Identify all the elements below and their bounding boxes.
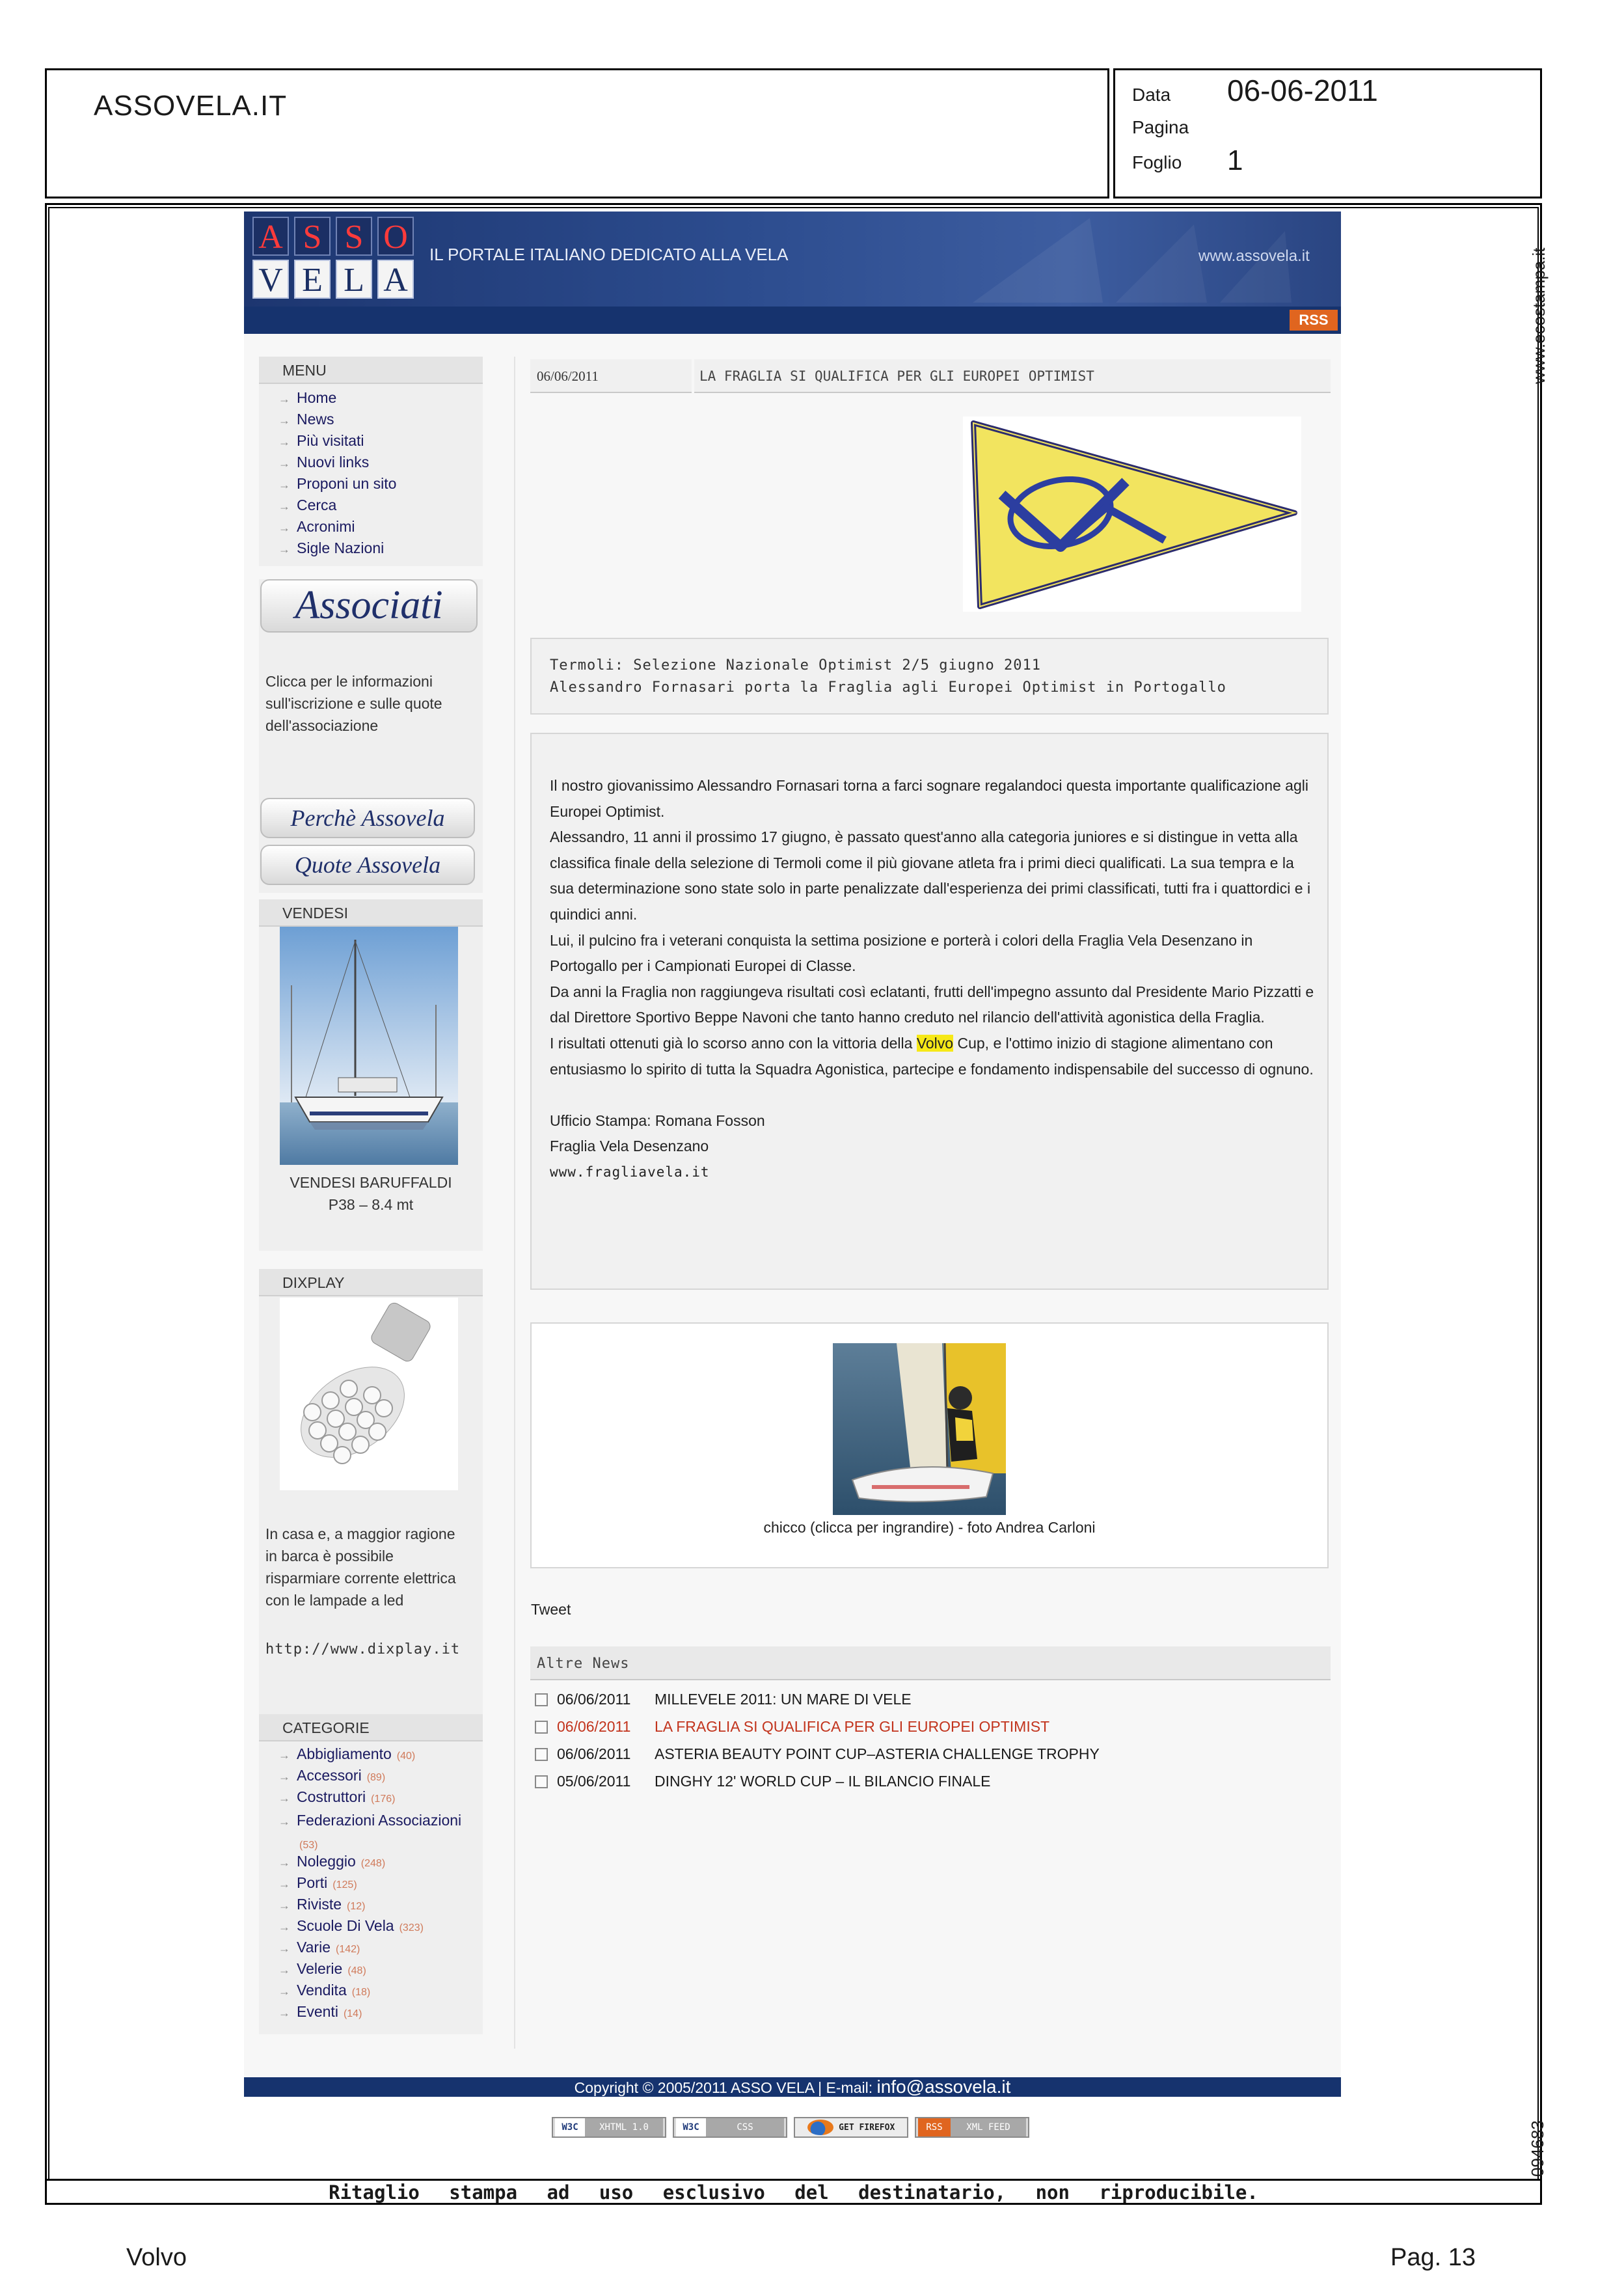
ecostampa-vertical [1516,221,1549,390]
news-date: 06/06/2011 [557,1718,631,1735]
category-item[interactable] [278,1960,366,1978]
clipping-code-vertical [1516,2102,1549,2180]
site-copyright-bar [244,2077,1341,2097]
site-domain: www.assovela.it [1198,247,1310,265]
category-count: (125) [332,1879,357,1890]
dixplay-title: DIXPLAY [282,1274,345,1291]
data-label: Data [1132,85,1171,105]
associati-text [265,670,442,737]
optimist-sailing-photo[interactable] [833,1343,1006,1515]
category-name: Federazioni Associazioni [297,1812,462,1829]
clipping-disclaimer: Ritaglio stampa ad uso esclusivo del destinatario, non riproducibile. [45,2179,1542,2205]
footer-keyword: Volvo [126,2244,187,2271]
category-count: (18) [351,1987,371,1998]
site-tagline: IL PORTALE ITALIANO DEDICATO ALLA VELA [429,245,789,264]
article-date: 06/06/2011 [537,368,599,384]
badge-w3c: W3C [555,2118,585,2136]
dixplay-header [259,1269,483,1296]
category-item[interactable] [278,1939,360,1956]
dixplay-link[interactable]: http://www.dixplay.it [265,1641,461,1658]
category-count: (248) [360,1858,386,1869]
badge-label: XHTML 1.0 [585,2118,663,2136]
menu-item-label: Home [297,389,337,406]
calendar-icon [535,1721,548,1734]
menu-item-cerca[interactable] [278,497,336,514]
news-title: MILLEVELE 2011: UN MARE DI VELE [655,1691,912,1708]
publication-name: ASSOVELA.IT [94,90,288,122]
category-item[interactable] [278,1896,365,1913]
badge-label: CSS [706,2118,784,2136]
category-count: (142) [336,1944,360,1955]
menu-item-home[interactable] [278,389,336,407]
associati-text-line: Clicca per le informazioni [265,673,433,690]
arrow-icon: → [278,435,290,448]
category-item[interactable] [278,1788,395,1806]
arrow-icon: → [278,1877,290,1890]
badge-label: XML FEED [951,2118,1026,2136]
arrow-icon: → [278,392,290,405]
email-link[interactable]: info@assovela.it [876,2077,1011,2097]
menu-item-acronimi[interactable] [278,518,355,536]
calendar-icon [535,1775,548,1788]
site-nav-strip [244,307,1341,334]
data-value: 06-06-2011 [1227,74,1378,107]
foglio-value: 1 [1227,144,1243,176]
menu-item-nuovi-links[interactable] [278,454,369,471]
category-item[interactable] [278,1853,385,1870]
article-date-cell [530,359,692,393]
rss-button[interactable]: RSS [1290,310,1338,331]
category-count: (176) [371,1794,396,1805]
badge-rss: RSS [918,2118,951,2136]
category-name: Scuole Di Vela [297,1917,394,1934]
arrow-icon: → [278,500,290,513]
news-title: ASTERIA BEAUTY POINT CUP–ASTERIA CHALLENGE TROPHY [655,1745,1100,1762]
category-name: Velerie [297,1960,343,1977]
logo-letter: L [336,260,372,299]
menu-title: MENU [282,362,327,379]
category-item[interactable] [278,1745,415,1763]
vendesi-caption-line: VENDESI BARUFFALDI [290,1174,452,1191]
arrow-icon: → [278,1792,290,1805]
category-item[interactable] [278,1917,424,1935]
firefox-badge[interactable] [794,2117,908,2138]
associati-text-line: sull'iscrizione e sulle quote [265,695,442,712]
associati-title-button[interactable]: Associati [260,579,478,633]
firefox-icon [807,2120,833,2135]
associati-box [259,579,483,893]
category-name: Eventi [297,2003,338,2020]
dixplay-text-line: risparmiare corrente elettrica [265,1570,456,1587]
category-name: Riviste [297,1896,342,1913]
category-count: (12) [347,1901,366,1912]
article-subtitle-1: Termoli: Selezione Nazionale Optimist 2/5 giugno 2011 [550,657,1041,674]
category-item[interactable] [278,1767,385,1784]
perche-assovela-button[interactable]: Perchè Assovela [260,798,475,838]
article-body [550,773,1316,1186]
categorie-title: CATEGORIE [282,1719,370,1736]
tweet-button[interactable]: Tweet [531,1601,571,1618]
rss-feed-badge[interactable] [915,2117,1029,2138]
arrow-icon: → [278,2006,290,2019]
menu-item-label: Più visitati [297,432,364,449]
press-link[interactable]: www.fragliavela.it [550,1164,710,1180]
paragraph-text: I risultati ottenuti già lo scorso anno con la vittoria della [550,1034,917,1052]
xhtml-badge[interactable] [552,2117,666,2138]
press-office: Ufficio Stampa: Romana Fosson [550,1112,765,1129]
news-row[interactable] [535,1773,991,1790]
footer-page-number: Pag. 13 [1390,2244,1476,2271]
altre-news-header [530,1646,1331,1680]
news-row[interactable] [535,1718,1049,1736]
clipping-header-publication-box [45,68,1109,198]
vendesi-caption-line: P38 – 8.4 mt [328,1196,414,1213]
dixplay-text-line: con le lampade a led [265,1592,404,1609]
article-paragraph: Il nostro giovanissimo Alessandro Fornasari torna a farci sognare regalandoci questa importante qualificazione agli Europei Optimist. [550,777,1308,820]
badge-w3c: W3C [676,2118,706,2136]
column-divider [514,357,515,2049]
arrow-icon: → [278,1920,290,1933]
clipping-code: 094683 [1528,2120,1547,2177]
article-subtitle-card [530,638,1329,715]
menu-item-label: News [297,411,334,428]
category-name: Costruttori [297,1788,366,1805]
arrow-icon: → [278,457,290,470]
photo-caption[interactable]: chicco (clicca per ingrandire) - foto Andrea Carloni [763,1519,1096,1536]
news-date: 06/06/2011 [557,1691,631,1708]
vendesi-caption [259,1171,483,1216]
menu-item-proponi[interactable] [278,475,396,493]
arrow-icon: → [278,414,290,427]
category-count: (40) [396,1751,416,1762]
vendesi-box [259,899,483,1251]
news-date: 06/06/2011 [557,1745,631,1762]
arrow-icon: → [278,1942,290,1955]
dixplay-text-line: In casa e, a maggior ragione [265,1525,455,1542]
arrow-icon: → [278,1985,290,1998]
vendesi-header [259,899,483,927]
menu-header [259,357,483,384]
logo-letter: A [252,217,289,256]
arrow-icon: → [278,1963,290,1976]
firefox-label: GET FIREFOX [839,2123,895,2133]
category-count: (323) [399,1922,424,1933]
news-title: LA FRAGLIA SI QUALIFICA PER GLI EUROPEI OPTIMIST [655,1718,1050,1735]
logo-letter: V [252,260,289,299]
dixplay-text-line: in barca è possibile [265,1548,394,1564]
category-name: Varie [297,1939,331,1956]
category-item[interactable] [278,1874,357,1892]
dixplay-text [265,1523,456,1611]
paragraph-text: Cup, e l'ottimo inizio di stagione alimentano con entusiasmo lo spirito di tutta la Squadra Agonistica, partecipe e fondamento indispensabile del successo di ognuno. [550,1034,1314,1078]
category-name: Vendita [297,1982,347,1999]
article-headline-cell [694,359,1331,393]
optimist-pennant-logo [963,416,1301,612]
categorie-box [259,1714,483,2034]
category-name: Noleggio [297,1853,356,1870]
article-headline: LA FRAGLIA SI QUALIFICA PER GLI EUROPEI OPTIMIST [699,368,1094,384]
category-count: (14) [343,2008,362,2019]
calendar-icon [535,1748,548,1761]
logo-letter: O [377,217,414,256]
arrow-icon: → [278,1856,290,1869]
category-count: (89) [366,1772,386,1783]
logo-letter: S [294,217,331,256]
arrow-icon: → [278,1770,290,1783]
logo-letter: E [294,260,331,299]
news-title: DINGHY 12' WORLD CUP – IL BILANCIO FINALE [655,1773,991,1790]
css-badge[interactable] [673,2117,787,2138]
menu-item-piu-visitati[interactable] [278,432,364,450]
menu-item-label: Sigle Nazioni [297,539,385,556]
quote-assovela-button[interactable]: Quote Assovela [260,845,475,885]
category-item[interactable] [278,2003,362,2021]
article-subtitle-2: Alessandro Fornasari porta la Fraglia agli Europei Optimist in Portogallo [550,679,1226,696]
menu-item-label: Acronimi [297,518,355,535]
category-count: (48) [347,1965,366,1976]
clipping-header-meta-box [1113,68,1542,198]
calendar-icon [535,1693,548,1706]
volvo-highlight: Volvo [916,1034,954,1052]
article-paragraph: Lui, il pulcino fra i veterani conquista la settima posizione e porterà i colori della Fraglia Vela Desenzano in Portogallo per i Campionati Europei di Classe. [550,931,1253,975]
menu-item-label: Proponi un sito [297,475,397,492]
arrow-icon: → [278,521,290,534]
sailboat-photo[interactable] [280,927,458,1165]
led-bulb-photo[interactable] [280,1298,458,1490]
category-item[interactable] [278,1810,461,1856]
foglio-label: Foglio [1132,152,1182,172]
logo-letter: A [377,260,414,299]
associati-text-line: dell'associazione [265,717,379,734]
article-paragraph: Alessandro, 11 anni il prossimo 17 giugno, è passato quest'anno alla categoria juniores e si distingue in vetta alla classifica finale della selezione di Termoli come il più giovane atleta fra i primi dieci qualificati. La sua tempra e la sua determinazione sono state solo in parte penalizzate dall'esperienza dei primi classificati, tutti fra i quattordici e i quindici anni. [550,828,1311,923]
assovela-logo[interactable] [252,217,416,300]
altre-news-title: Altre News [537,1656,630,1672]
dixplay-box [259,1269,483,1718]
copyright-text: Copyright © 2005/2011 ASSO VELA | E-mail: [574,2079,877,2096]
arrow-icon: → [278,543,290,556]
menu-item-label: Cerca [297,497,337,513]
category-name: Accessori [297,1767,362,1784]
arrow-icon: → [278,1749,290,1762]
arrow-icon: → [278,1899,290,1912]
category-count: (53) [299,1840,318,1851]
categorie-header [259,1714,483,1741]
category-name: Abbigliamento [297,1745,392,1762]
news-date: 05/06/2011 [557,1773,631,1790]
menu-box [259,357,483,566]
category-item[interactable] [278,1982,370,1999]
menu-item-label: Nuovi links [297,454,370,471]
news-row[interactable] [535,1745,1100,1763]
news-row[interactable] [535,1691,912,1708]
press-club: Fraglia Vela Desenzano [550,1138,709,1155]
vendesi-title: VENDESI [282,905,348,921]
article-paragraph: Da anni la Fraglia non raggiungeva risultati così eclatanti, frutti dell'impegno assunto dal Presidente Mario Pizzatti e dal Direttore Sportivo Beppe Navoni che tanto hanno creduto nel rilancio dell'attività agonistica della Fraglia. [550,983,1314,1026]
article-paragraph [550,1031,1316,1082]
arrow-icon: → [278,1815,290,1828]
ecostampa-url: www.ecostampa.it [1529,247,1549,384]
arrow-icon: → [278,478,290,491]
pagina-label: Pagina [1132,117,1189,137]
menu-item-news[interactable] [278,411,334,428]
category-name: Porti [297,1874,328,1891]
menu-item-sigle-nazioni[interactable] [278,539,384,557]
logo-letter: S [336,217,372,256]
